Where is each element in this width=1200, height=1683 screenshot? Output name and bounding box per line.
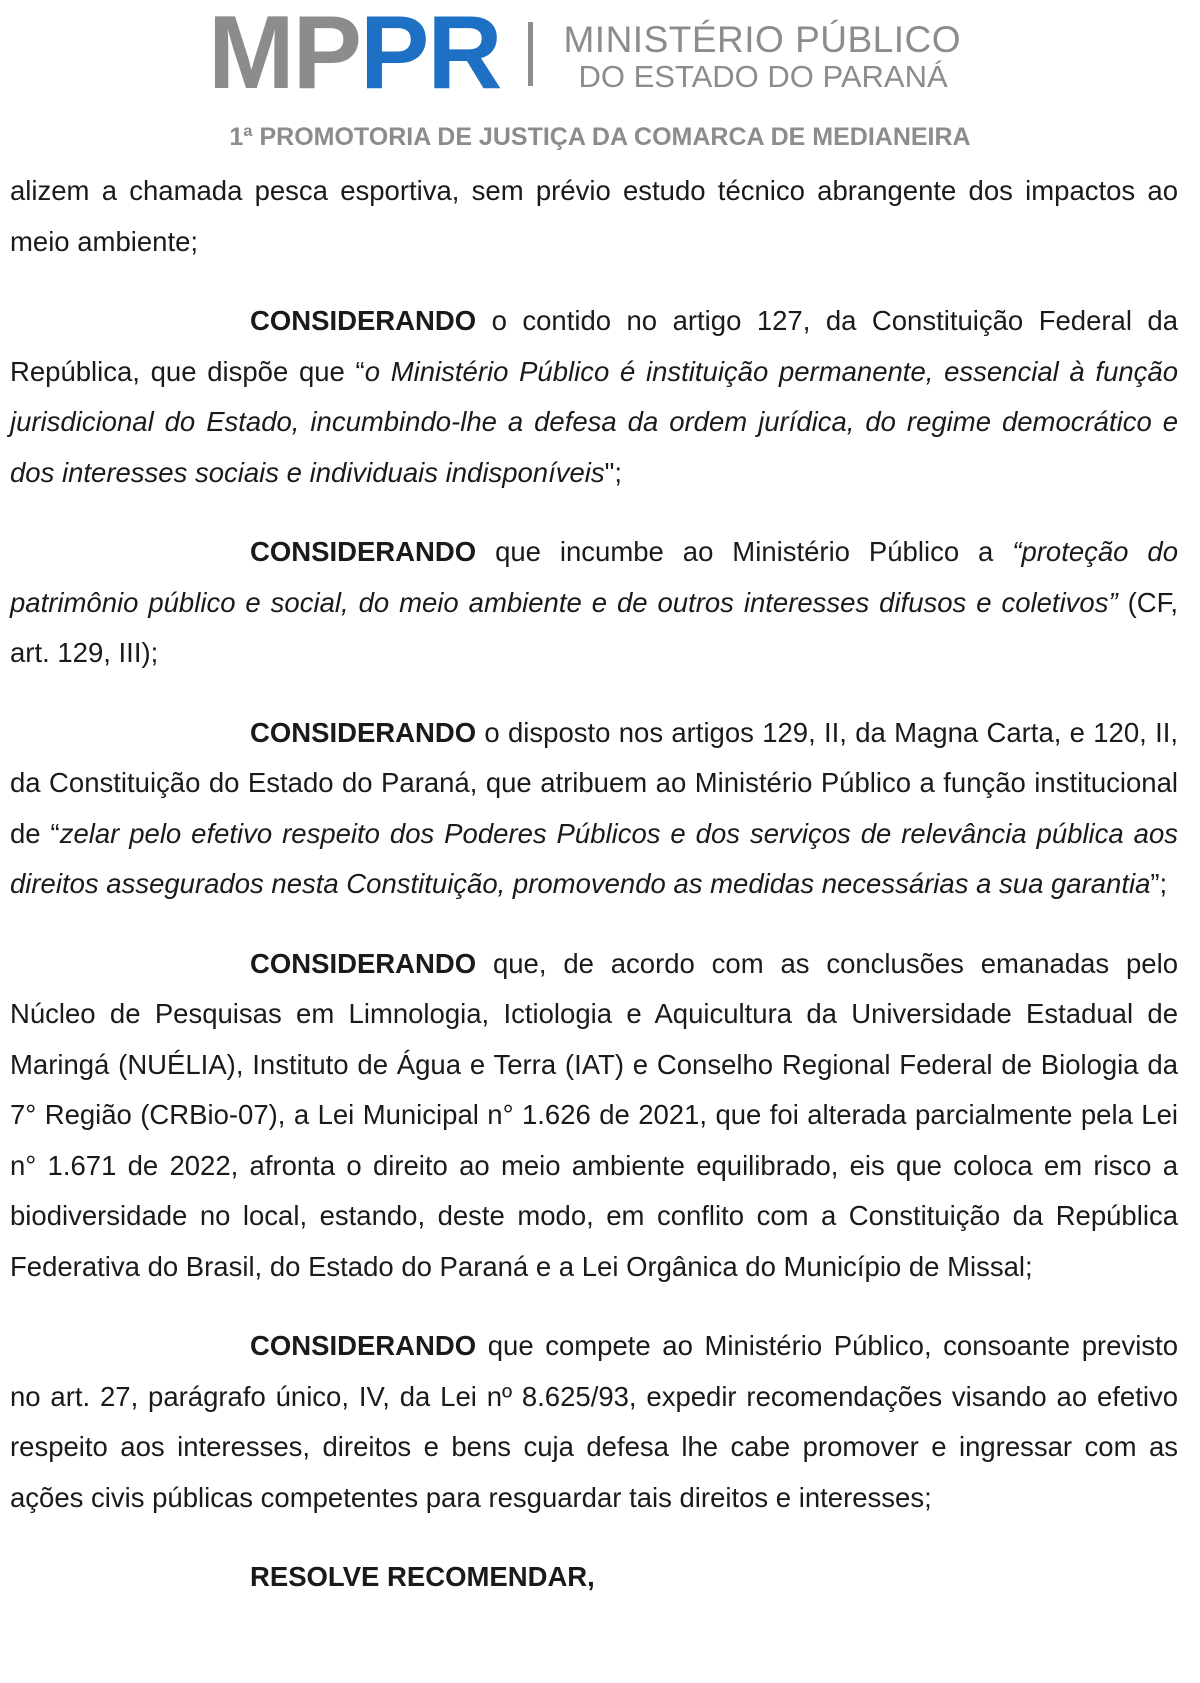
logo-line2: DO ESTADO DO PARANÁ — [578, 59, 948, 94]
logo-pr: PR — [360, 8, 501, 98]
document-body — [10, 166, 1178, 1632]
quoted-text: o Ministério Público é instituição permanente, essencial à função jurisdicional do Estado, incumbindo-lhe a defesa da ordem jurídica, do regime democrático e dos interesses sociais e individuais indisponíveis — [10, 355, 1178, 488]
mppr-logo — [208, 8, 961, 98]
considerando-keyword: CONSIDERANDO — [250, 536, 477, 567]
logo-divider — [528, 22, 533, 86]
considerando-keyword: CONSIDERANDO — [250, 1330, 477, 1361]
paragraph-text: que compete ao Ministério Público, consoante previsto no art. 27, parágrafo único, IV, da Lei nº 8.625/93, expedir recomendações visando ao efetivo respeito aos interesses, direitos e bens cuja defesa lhe cabe promover e ingressar com as ações civis públicas competentes para resguardar tais direitos e interesses; — [10, 1330, 1178, 1513]
considerando-keyword: CONSIDERANDO — [250, 305, 477, 336]
logo-mp: MP — [208, 8, 360, 98]
document-header — [0, 0, 1200, 160]
paragraph-considerando-4 — [10, 939, 1178, 1293]
paragraph-continuation: alizem a chamada pesca esportiva, sem prévio estudo técnico abrangente dos impactos ao meio ambiente; — [10, 175, 1178, 257]
quoted-text: “proteção do patrimônio público e social, do meio ambiente e de outros interesses difusos e coletivos” — [10, 536, 1179, 618]
paragraph-text: que incumbe ao Ministério Público a — [476, 536, 1013, 567]
paragraph-text: o contido no artigo 127, da Constituição Federal da República, que dispõe que “ — [10, 305, 1178, 387]
paragraph-text: que, de acordo com as conclusões emanadas pelo Núcleo de Pesquisas em Limnologia, Ictiologia e Aquicultura da Universidade Estadual de Maringá (NUÉLIA), Instituto de Água e Terra (IAT) e Conselho Regional Federal de Biologia da 7° Região (CRBio-07), a Lei Municipal n° 1.626 de 2021, que foi alterada parcialmente pela Lei n° 1.671 de 2022, afronta o direito ao meio ambiente equilibrado, eis que coloca em risco a biodiversidade no local, estando, deste modo, em conflito com a Constituição da República Federativa do Brasil, do Estado do Paraná e a Lei Orgânica do Município de Missal; — [10, 947, 1178, 1282]
paragraph-considerando-1 — [10, 296, 1178, 498]
quoted-text: zelar pelo efetivo respeito dos Poderes Públicos e dos serviços de relevância pública aos direitos assegurados nesta Constituição, promovendo as medidas necessárias a sua garantia — [10, 817, 1178, 899]
paragraph-considerando-3 — [10, 708, 1178, 910]
logo-line1: MINISTÉRIO PÚBLICO — [563, 19, 962, 60]
paragraph-text: ”; — [1150, 868, 1168, 899]
paragraph-text: (CF, art. 129, III); — [10, 586, 1178, 668]
promotoria-title: 1ª PROMOTORIA DE JUSTIÇA DA COMARCA DE MEDIANEIRA — [229, 123, 971, 151]
logo-text — [563, 8, 961, 94]
paragraph-considerando-5 — [10, 1321, 1178, 1523]
paragraph-text: "; — [604, 456, 623, 488]
logo-mark — [208, 8, 500, 98]
considerando-keyword: CONSIDERANDO — [250, 947, 477, 979]
resolve-heading: RESOLVE RECOMENDAR, — [250, 1561, 595, 1592]
paragraph-considerando-2 — [10, 527, 1178, 679]
considerando-keyword: CONSIDERANDO — [250, 716, 477, 748]
paragraph-text: o disposto nos artigos 129, II, da Magna Carta, e 120, II, da Constituição do Estado do Paraná, que atribuem ao Ministério Público a função institucional de “ — [10, 716, 1178, 849]
